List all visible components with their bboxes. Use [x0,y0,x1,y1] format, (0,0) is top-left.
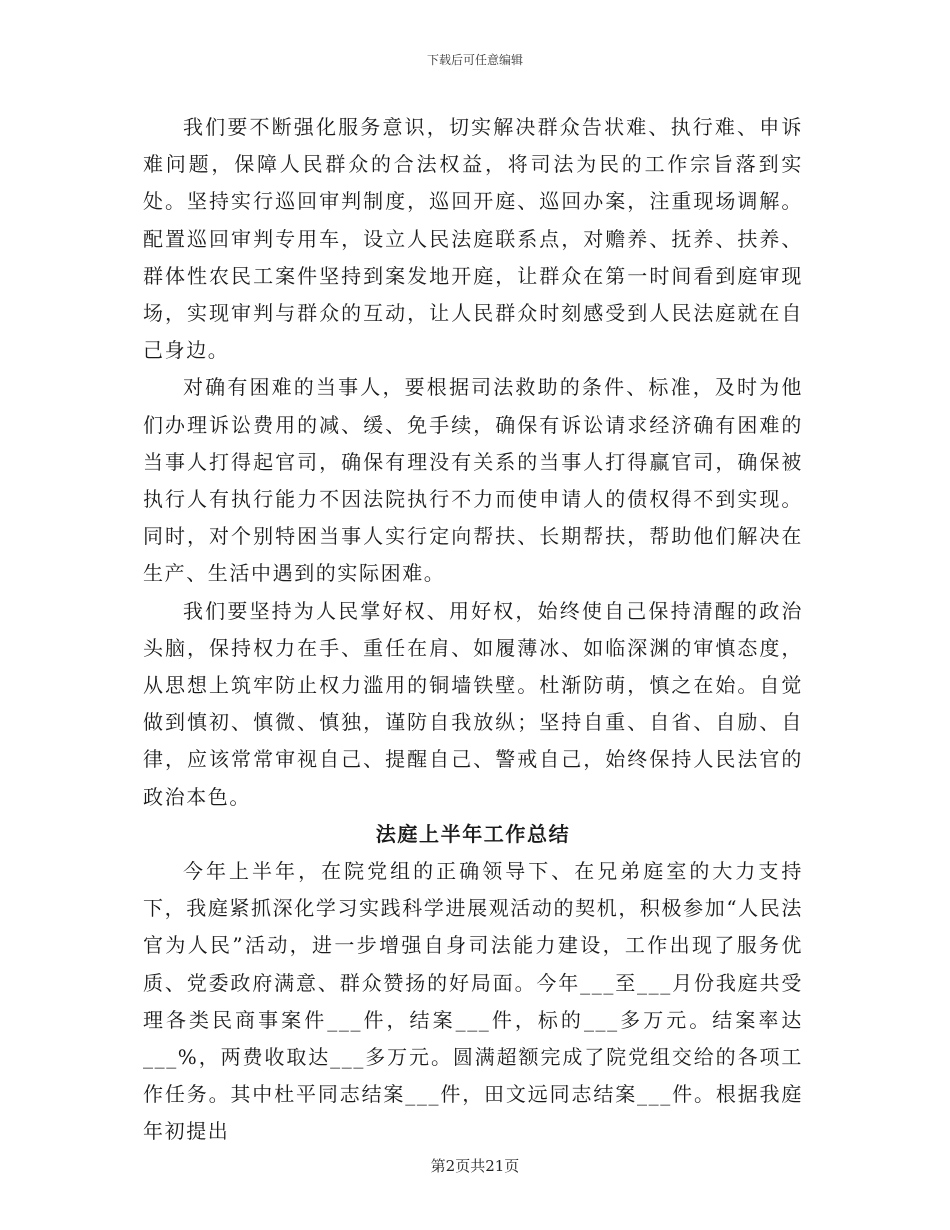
body-paragraph: 我们要不断强化服务意识，切实解决群众告状难、执行难、申诉难问题，保障人民群众的合法权益，将司法为民的工作宗旨落到实处。坚持实行巡回审判制度，巡回开庭、巡回办案，注重现场调解。配置巡回审判专用车，设立人民法庭联系点，对赡养、抚养、扶养、群体性农民工案件坚持到案发地开庭，让群众在第一时间看到庭审现场，实现审判与群众的互动，让人民群众时刻感受到人民法庭就在自己身边。 [143,115,803,363]
page-number: 第2页共21页 [430,1157,520,1175]
page-header: 下载后可任意编辑 [426,53,523,67]
body-paragraph: 今年上半年，在院党组的正确领导下、在兄弟庭室的大力支持下，我庭紧抓深化学习实践科学进展观活动的契机，积极参加“人民法官为人民”活动，进一步增强自身司法能力建设，工作出现了服务优质、党委政府满意、群众赞扬的好局面。今年___至___月份我庭共受理各类民商事案件___件，结案___件，标的___多万元。结案率达___%，两费收取达___多万元。圆满超额完成了院党组交给的各项工作任务。其中杜平同志结案___件，田文远同志结案___件。根据我庭年初提出 [143,859,803,1144]
document-body [143,109,803,1151]
section-title: 法庭上半年工作总结 [375,821,571,846]
body-paragraph: 对确有困难的当事人，要根据司法救助的条件、标准，及时为他们办理诉讼费用的减、缓、免手续，确保有诉讼请求经济确有困难的当事人打得起官司，确保有理没有关系的当事人打得赢官司，确保被执行人有执行能力不因法院执行不力而使申请人的债权得不到实现。同时，对个别特困当事人实行定向帮扶、长期帮扶，帮助他们解决在生产、生活中遇到的实际困难。 [143,375,803,586]
body-paragraph: 我们要坚持为人民掌好权、用好权，始终使自己保持清醒的政治头脑，保持权力在手、重任在肩、如履薄冰、如临深渊的审慎态度，从思想上筑牢防止权力滥用的铜墙铁壁。杜渐防萌，慎之在始。自觉做到慎初、慎微、慎独，谨防自我放纵；坚持自重、自省、自励、自律，应该常常审视自己、提醒自己、警戒自己，始终保持人民法官的政治本色。 [143,598,803,809]
